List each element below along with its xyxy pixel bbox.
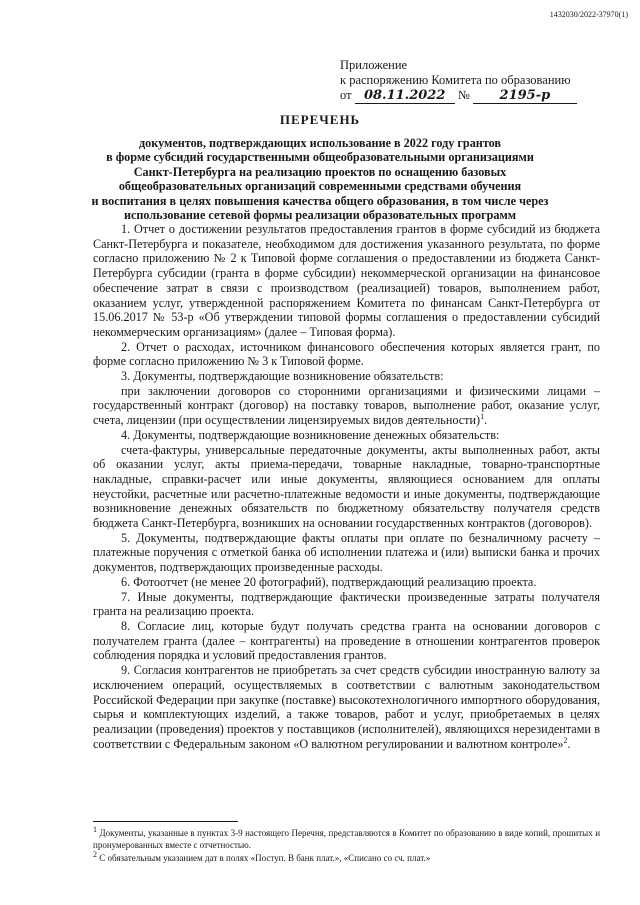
title-line: документов, подтверждающих использование в 2022 году грантов (138, 136, 502, 150)
title-line: общеобразовательных организаций современными средствами обучения (118, 179, 522, 194)
footnotes (93, 821, 600, 867)
paragraph-1: 1. Отчет о достижении результатов предоставления грантов в форме субсидий из бюджета Санкт-Петербурга и показателе, необходимом для достижения указанного результата, по форме согласно приложению № 2 к Типовой форме соглашения о предоставлении из бюджета Санкт-Петербурга субсидии (гранта в форме субсидии) некоммерческой организации на финансовое обеспечение затрат в связи с производством (реализацией) товаров, выполнением работ, оказанием услуг, утвержденной распоряжением Комитета по финансам Санкт-Петербурга от 15.06.2017 № 53-р «Об утверждении типовой формы соглашения о предоставлении субсидий некоммерческим организациям» (далее – Типовая форма). (93, 222, 600, 339)
footnote-1 (93, 825, 601, 851)
paragraph-3: 3. Документы, подтверждающие возникновение обязательств: (121, 369, 444, 384)
title-heading: ПЕРЕЧЕНЬ (279, 112, 361, 127)
footnote-text: Документы, указанные в пунктах 3-9 настоящего Перечня, представляются в Комитет по образованию в виде копий, прошитых и пронумерованных вместе с отчетностью. (93, 828, 601, 850)
number-label: № (457, 88, 470, 102)
title-line: использование сетевой формы реализации образовательных программ (123, 208, 517, 223)
document-title (0, 112, 640, 222)
appendix-line-2: к распоряжению Комитета по образованию (340, 73, 571, 87)
footnote-ref-2: 2 (563, 735, 568, 745)
footnote-2 (93, 850, 600, 865)
paragraph-3-detail-text: при заключении договоров со сторонними организациями и физическими лицами – государственный контракт (договор) на поставку товаров, выполнение работ, оказание услуг, счета, лицензии (при осуществлении лицензируемых видов деятельности) (93, 383, 600, 428)
footnote-ref-1: 1 (480, 412, 485, 422)
footnote-divider (93, 821, 238, 822)
paragraph-9: 9. Согласия контрагентов не приобретать за счет средств субсидии иностранную валюту за исключением операций, осуществляемых в соответствии с валютным законодательством Российской Федерации при закупке (поставке) высокотехнологичного импортного оборудования, сырья и комплектующих изделий, а также товаров, работ и услуг, приобретаемых в целях реализации (проведения) проектов у поставщиков (исполнителей), являющихся нерезидентами в соответствии с Федеральным законом «О валютном регулировании и валютном контроле»$^2$. (93, 663, 601, 751)
appendix-date-row (340, 88, 600, 104)
paragraph-3-detail: при заключении договоров со сторонними организациями и физическими лицами – государственный контракт (договор) на поставку товаров, выполнение работ, оказание услуг, счета, лицензии (при осуществлении лицензируемых видов деятельности)$^1$. (93, 383, 600, 428)
document-number: 1432030/2022-37970(1) (549, 10, 628, 19)
paragraph-4-detail: счета-фактуры, универсальные передаточные документы, акты выполненных работ, акты об оказании услуг, акты приема-передачи, товарные накладные, товарно-транспортные накладные, справки-расчет или иные документы, являющиеся основанием для оплаты неустойки, расчетные или расчетно-платежные ведомости и иные документы, подтверждающие возникновение денежных обязательств по бюджетному обязательству получателя средств бюджета Санкт-Петербурга, возникших на основании государственных контрактов (договоров). (93, 442, 600, 531)
paragraph-2: 2. Отчет о расходах, источником финансового обеспечения которых является грант, по форме согласно приложению № 3 к Типовой форме. (93, 339, 600, 369)
appendix-header (340, 58, 600, 104)
paragraph-6: 6. Фотоотчет (не менее 20 фотографий), подтверждающий реализацию проекта. (121, 574, 537, 589)
document-body (93, 222, 600, 751)
footnote-mark: 2 (93, 850, 97, 859)
title-line: в форме субсидий государственными общеобразовательными организациями (106, 150, 534, 165)
title-line: и воспитания в целях повышения качества общего образования, в том числе через (91, 193, 549, 208)
footnote-text: С обязательным указанием дат в полях «Поступ. В банк плат.», «Списано со сч. плат.» (99, 853, 431, 863)
footnote-mark: 1 (93, 825, 97, 834)
paragraph-5: 5. Документы, подтверждающие факты оплаты при оплате по безналичному расчету – платежные поручения с отметкой банка об исполнении платежа и (или) выписки банка и прочих документов, подтверждающих произведенные расходы. (93, 530, 600, 575)
paragraph-9-text: 9. Согласия контрагентов не приобретать за счет средств субсидии иностранную валюту за исключением операций, осуществляемых в соответствии с валютным законодательством Российской Федерации при закупке (поставке) высокотехнологичного импортного оборудования, сырья и комплектующих изделий, а также товаров, работ и услуг, приобретаемых в целях реализации (проведения) проектов у поставщиков (исполнителей), являющихся нерезидентами в соответствии с Федеральным законом «О валютном регулировании и валютном контроле» (93, 663, 601, 751)
paragraph-4: 4. Документы, подтверждающие возникновение денежных обязательств: (121, 427, 500, 442)
handwritten-date: 08.11.2022 (355, 88, 455, 104)
from-label: от (340, 88, 352, 102)
paragraph-8: 8. Согласие лиц, которые будут получать средства гранта на основании договоров с получателем гранта (далее – контрагенты) на проведение в отношении контрагентов проверок соблюдения порядка и условий предоставления грантов. (93, 618, 600, 663)
paragraph-7: 7. Иные документы, подтверждающие фактически произведенные затраты получателя гранта на реализацию проекта. (93, 589, 600, 619)
handwritten-number: 2195-р (473, 88, 577, 104)
title-line: Санкт-Петербурга на реализацию проектов по оснащению базовых (133, 164, 507, 179)
appendix-line-1: Приложение (340, 58, 408, 72)
